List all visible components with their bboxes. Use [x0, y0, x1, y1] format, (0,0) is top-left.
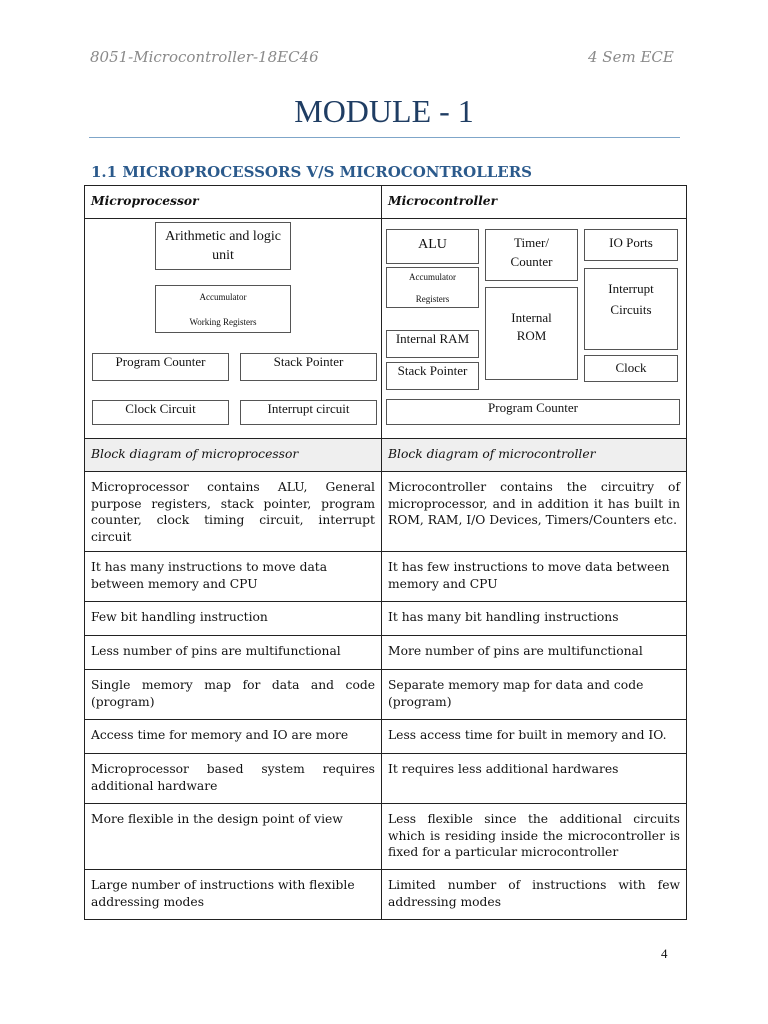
- table-row: [85, 804, 687, 870]
- mp-irq-label: Interrupt circuit: [267, 401, 350, 416]
- mp-alu-line2: unit: [212, 248, 234, 263]
- table-cell: Separate memory map for data and code (program): [382, 670, 687, 720]
- mc-clock-block: [584, 355, 678, 382]
- mc-io-block: [584, 229, 678, 261]
- mc-timer-line2: Counter: [510, 254, 553, 269]
- mc-accumulator-block: [386, 267, 479, 308]
- mp-clock-label: Clock Circuit: [125, 401, 196, 416]
- table-cell: Less flexible since the additional circuits which is residing inside the microcontroller is fixed for a particular microcontroller: [382, 804, 687, 870]
- microcontroller-diagram: [382, 219, 687, 439]
- page-number: 4: [661, 946, 668, 961]
- table-cell: Less access time for built in memory and IO.: [382, 720, 687, 754]
- mc-program-counter-block: [386, 399, 680, 425]
- table-header-row: [85, 186, 687, 219]
- table-row: [85, 670, 687, 720]
- mc-ram-label: Internal RAM: [395, 331, 470, 346]
- caption-microcontroller: Block diagram of microcontroller: [382, 439, 687, 472]
- table-row: [85, 552, 687, 602]
- mc-timer-block: [485, 229, 578, 281]
- caption-row: [85, 439, 687, 472]
- mc-rom-line2: ROM: [516, 328, 547, 343]
- table-cell: It has many instructions to move data between memory and CPU: [85, 552, 382, 602]
- header-microcontroller: Microcontroller: [382, 186, 687, 219]
- mp-accumulator-block: [155, 285, 291, 333]
- mp-clock-block: [92, 400, 229, 425]
- mc-pc-label: Program Counter: [488, 400, 578, 415]
- mc-interrupt-block: [584, 268, 678, 350]
- diagram-row: [85, 219, 687, 439]
- mp-sp-label: Stack Pointer: [273, 354, 344, 369]
- header-course: 8051-Microcontroller-18EC46: [90, 48, 319, 66]
- comparison-table: [84, 185, 687, 920]
- mc-ram-block: [386, 330, 479, 358]
- mc-irq-line1: Interrupt: [608, 281, 654, 296]
- mc-rom-line1: Internal: [511, 310, 552, 325]
- table-cell: Microcontroller contains the circuitry of microprocessor, and in addition it has built in ROM, RAM, I/O Devices, Timers/Counters etc.: [382, 472, 687, 552]
- mc-timer-line1: Timer/: [514, 235, 549, 250]
- mc-sp-label: Stack Pointer: [397, 363, 468, 378]
- table-cell: Few bit handling instruction: [85, 602, 382, 636]
- table-row: [85, 754, 687, 804]
- table-cell: It requires less additional hardwares: [382, 754, 687, 804]
- mp-alu-line1: Arithmetic and logic: [165, 229, 281, 244]
- table-row: [85, 602, 687, 636]
- header-semester: 4 Sem ECE: [588, 48, 674, 66]
- table-row: [85, 472, 687, 552]
- mc-irq-line2: Circuits: [610, 302, 652, 317]
- table-row: [85, 636, 687, 670]
- mc-alu-label: ALU: [418, 237, 447, 252]
- table-cell: Large number of instructions with flexible addressing modes: [85, 870, 382, 920]
- mp-program-counter-block: [92, 353, 229, 381]
- table-cell: Microprocessor contains ALU, General purpose registers, stack pointer, program counter, clock timing circuit, interrupt circuit: [85, 472, 382, 552]
- mp-alu-block: [155, 222, 291, 270]
- mp-interrupt-block: [240, 400, 377, 425]
- table-cell: It has many bit handling instructions: [382, 602, 687, 636]
- mp-acc-line1: Accumulator: [199, 292, 247, 302]
- mp-stack-pointer-block: [240, 353, 377, 381]
- table-cell: Access time for memory and IO are more: [85, 720, 382, 754]
- table-row: [85, 870, 687, 920]
- table-cell: Microprocessor based system requires additional hardware: [85, 754, 382, 804]
- table-cell: More flexible in the design point of view: [85, 804, 382, 870]
- table-cell: More number of pins are multifunctional: [382, 636, 687, 670]
- header-microprocessor: Microprocessor: [85, 186, 382, 219]
- title-divider: [89, 137, 680, 138]
- page-title: MODULE - 1: [294, 93, 474, 129]
- mc-rom-block: [485, 287, 578, 380]
- table-cell: Less number of pins are multifunctional: [85, 636, 382, 670]
- mc-stack-pointer-block: [386, 362, 479, 390]
- mp-acc-line2: Working Registers: [189, 317, 257, 327]
- section-heading: 1.1 MICROPROCESSORS V/S MICROCONTROLLERS: [91, 163, 533, 181]
- caption-microprocessor: Block diagram of microprocessor: [85, 439, 382, 472]
- mc-alu-block: [386, 229, 479, 264]
- mc-acc-line2: Registers: [415, 294, 450, 304]
- mc-acc-line1: Accumulator: [409, 272, 456, 282]
- table-cell: It has few instructions to move data between memory and CPU: [382, 552, 687, 602]
- table-row: [85, 720, 687, 754]
- mc-clock-label: Clock: [615, 360, 647, 375]
- mp-pc-label: Program Counter: [115, 354, 206, 369]
- table-cell: Single memory map for data and code (program): [85, 670, 382, 720]
- table-cell: Limited number of instructions with few addressing modes: [382, 870, 687, 920]
- mc-io-label: IO Ports: [609, 235, 653, 250]
- microprocessor-diagram: [85, 219, 382, 439]
